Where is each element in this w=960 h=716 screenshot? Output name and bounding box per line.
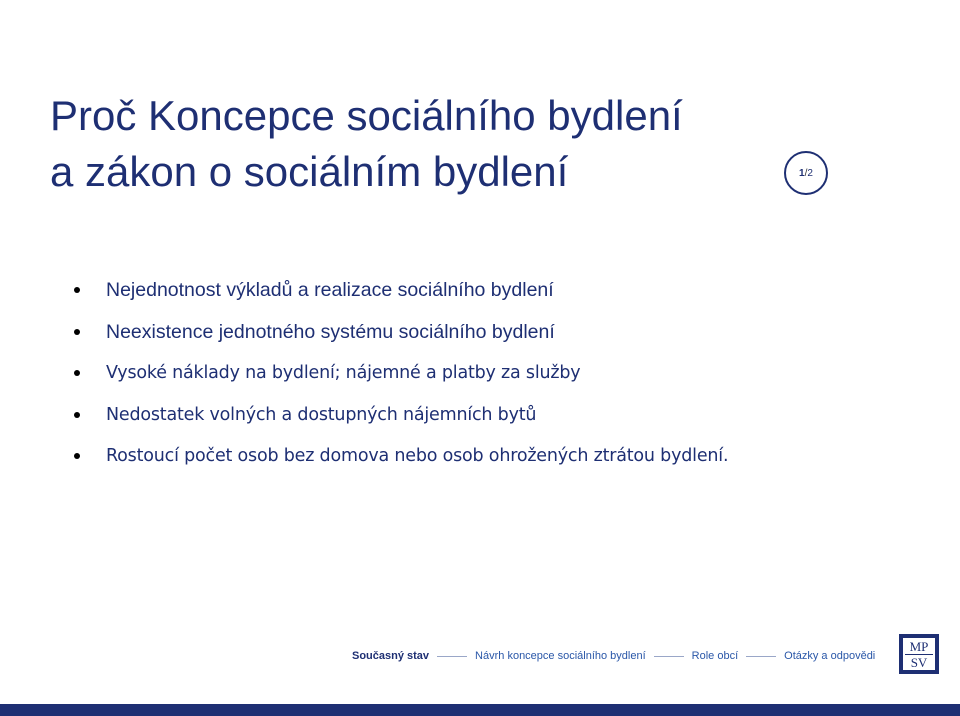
bullet-item (0, 434, 960, 476)
bullet-dot-icon (74, 329, 80, 335)
bullet-item (0, 393, 960, 435)
bullet-item (0, 268, 960, 310)
bullet-text: Nejednotnost výkladů a realizace sociálního bydlení (106, 279, 554, 301)
bullet-item (0, 310, 960, 352)
bullet-text: Neexistence jednotného systému sociálního bydlení (106, 320, 555, 343)
footer-navigation (352, 648, 875, 664)
nav-item-soucasny-stav[interactable]: Současný stav (352, 650, 430, 662)
nav-item-role-obci[interactable]: Role obcí (691, 650, 739, 662)
slide-title-line-2: a zákon o sociálním bydlení (50, 148, 569, 195)
page-indicator-separator: / (804, 167, 808, 179)
mpsv-logo-top: MP (909, 638, 929, 654)
bullet-dot-icon (74, 453, 80, 459)
bottom-color-bar (0, 704, 960, 716)
bullet-dot-icon (74, 370, 80, 376)
nav-divider (654, 656, 684, 657)
bullet-text: Rostoucí počet osob bez domova nebo osob ohrožených ztrátou bydlení. (106, 446, 729, 466)
page-indicator-total: 2 (807, 167, 813, 179)
page-indicator-current: 1 (799, 167, 805, 179)
slide-title (50, 88, 870, 200)
nav-item-navrh-koncepce[interactable]: Návrh koncepce sociálního bydlení (475, 650, 646, 662)
nav-divider (746, 656, 776, 657)
mpsv-logo-inner (903, 638, 935, 670)
slide-title-line-1: Proč Koncepce sociálního bydlení (50, 92, 683, 139)
bullet-item (0, 351, 960, 393)
bullet-dot-icon (74, 412, 80, 418)
mpsv-logo (899, 634, 939, 674)
nav-divider (437, 656, 467, 657)
bullet-list (0, 268, 960, 476)
bullet-dot-icon (74, 287, 80, 293)
mpsv-logo-bottom: SV (910, 654, 928, 670)
nav-item-otazky-a-odpovedi[interactable]: Otázky a odpovědi (784, 650, 876, 662)
page-indicator (784, 151, 828, 195)
bullet-text: Nedostatek volných a dostupných nájemních bytů (106, 404, 537, 425)
bullet-text: Vysoké náklady na bydlení; nájemné a platby za služby (106, 363, 581, 383)
